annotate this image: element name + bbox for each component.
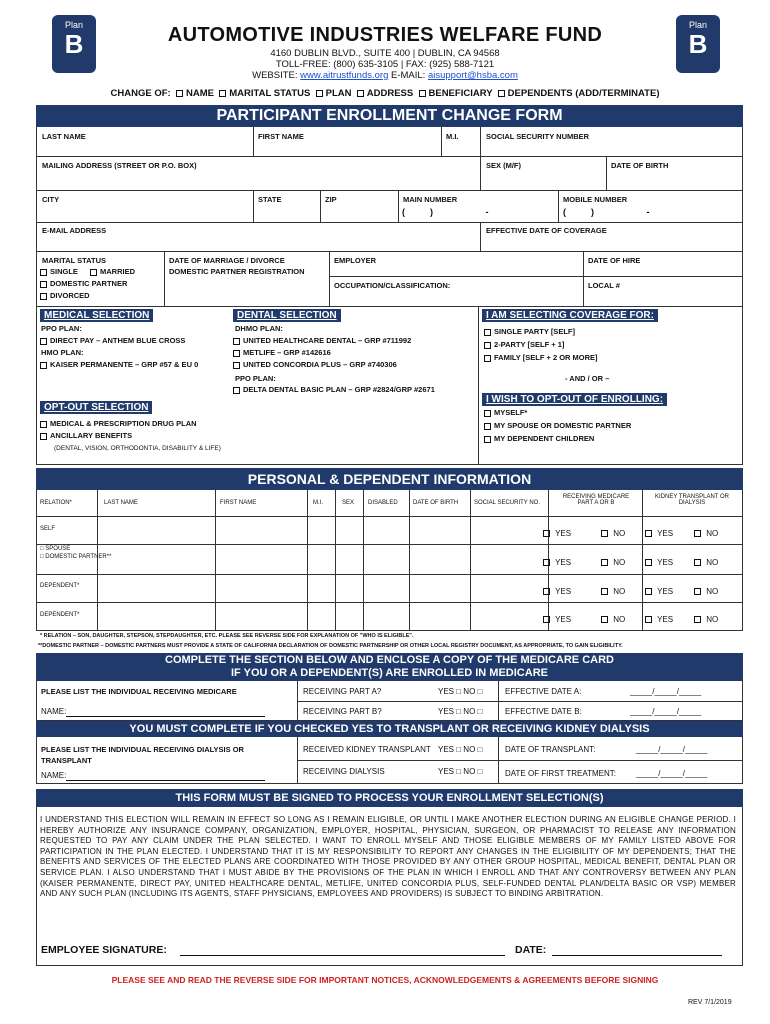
checkbox[interactable] [40, 293, 47, 300]
dental-ppo-label: PPO PLAN: [235, 374, 276, 383]
dependents-table [36, 490, 743, 631]
footer-notice: PLEASE SEE AND READ THE REVERSE SIDE FOR IMPORTANT NOTICES, ACKNOWLEDGEMENTS & AGREEMENTS BEFORE SIGNING [111, 975, 659, 985]
domestic-note: **DOMESTIC PARTNER – DOMESTIC PARTNERS MUST PROVIDE A STATE OF CALIFORNIA DECLARATION OF DOMESTIC PARTNERSHIP OR OTHER LOCAL REGISTRY DOCUMENT, AS APPROPRIATE, TO GAIN ELIGIBILITY. [38, 643, 623, 649]
col-first-name: FIRST NAME [220, 500, 257, 506]
col-disabled: DISABLED [368, 500, 398, 506]
relation-note: * RELATION – SON, DAUGHTER, STEPSON, STEPDAUGHTER, ETC. PLEASE SEE REVERSE SIDE FOR EXPLANATION OF "WHO IS ELIGIBLE". [40, 633, 414, 639]
dental-selection-title: DENTAL SELECTION [233, 309, 341, 322]
coverage-title: I AM SELECTING COVERAGE FOR: [482, 309, 658, 322]
checkbox[interactable] [233, 350, 240, 357]
email-link[interactable]: aisupport@hsba.com [427, 70, 518, 81]
col-sex: SEX [342, 500, 355, 506]
no-option[interactable]: NO [601, 587, 625, 596]
marital-domestic[interactable]: DOMESTIC PARTNER [40, 279, 127, 288]
checkbox[interactable] [176, 90, 183, 97]
checkbox[interactable] [40, 433, 47, 440]
main-number-mask[interactable]: ( ) - [402, 207, 489, 217]
option-address: ADDRESS [366, 88, 414, 99]
checkbox[interactable] [601, 559, 608, 566]
checkbox[interactable] [40, 269, 47, 276]
eff-a-label: EFFECTIVE DATE A: [505, 687, 582, 696]
medicare-title [36, 653, 743, 681]
col-kidney: KIDNEY TRANSPLANT OR DIALYSIS [654, 494, 730, 506]
checkbox[interactable] [645, 616, 652, 623]
checkbox[interactable] [357, 90, 364, 97]
local-label: LOCAL # [588, 281, 620, 290]
medicare-list-label: PLEASE LIST THE INDIVIDUAL RECEIVING MEDICARE [41, 687, 237, 696]
option-beneficiary: BENEFICIARY [428, 88, 493, 99]
checkbox[interactable] [694, 530, 701, 537]
yes-option[interactable]: YES [543, 558, 571, 567]
ppo-plan-label: PPO PLAN: [41, 324, 82, 333]
dental-option-metlife[interactable]: METLIFE – GRP #142616 [233, 348, 331, 357]
no-option[interactable]: NO [694, 558, 718, 567]
website-link[interactable]: www.aitrustfunds.org [300, 70, 389, 81]
col-dob: DATE OF BIRTH [413, 500, 459, 506]
optout-myself[interactable]: MYSELF* [484, 408, 527, 417]
mobile-number-label: MOBILE NUMBER [563, 195, 628, 204]
row-spouse: □ SPOUSE □ DOMESTIC PARTNER** [40, 546, 112, 560]
checkbox[interactable] [601, 588, 608, 595]
dental-option-uhc[interactable]: UNITED HEALTHCARE DENTAL – GRP #711992 [233, 336, 411, 345]
checkbox[interactable] [316, 90, 323, 97]
col-relation: RELATION* [40, 500, 72, 506]
plan-label: Plan [64, 20, 83, 30]
page-title: AUTOMOTIVE INDUSTRIES WELFARE FUND [167, 24, 603, 46]
checkbox[interactable] [694, 588, 701, 595]
hmo-plan-label: HMO PLAN: [41, 348, 84, 357]
transplant-date-label: DATE OF TRANSPLANT: [505, 745, 596, 754]
zip-label: ZIP [325, 195, 337, 204]
dependents-title: PERSONAL & DEPENDENT INFORMATION [36, 468, 743, 490]
option-dependents: DEPENDENTS (ADD/TERMINATE) [507, 88, 660, 99]
transplant-date[interactable]: _____/_____/_____ [636, 745, 708, 754]
optout-enroll-title: I WISH TO OPT-OUT OF ENROLLING: [482, 393, 667, 406]
agreement-text: I UNDERSTAND THIS ELECTION WILL REMAIN IN EFFECT SO LONG AS I REMAIN ELIGIBLE, OR UNTIL I MAKE ANOTHER ELECTION DURING AN ELIGIBLE CHANGE PERIOD. I HEREBY AUTHORIZE ANY INSURANCE COMPANY, ORGANIZATION, EMPLOYER, HOSPITAL, PHYSICIAN, SURGEON, OR PHARMACIST TO RELEASE ANY INFORMATION REQUESTED TO PAY ANY CLAIM UNDER THE PLAN SELECTED. I WANT TO ENROLL MYSELF AND THOSE ELIGIBLE MEMBERS OF MY FAMILY LISTED ABOVE FOR PARTICIPATION IN THE PLAN ELECTED. I UNDERSTAND THAT IT IS MY RESPONSIBILITY TO REPORT ANY CHANGES IN THE ELIGIBILITY OF MY DEPENDENTS; THAT THE BENEFITS AND SERVICES OF THE ELECTED PLANS ARE COORDINATED WITH THOSE PROVIDED BY ANY OTHER GROUP HOSPITAL, MEDICAL BENEFIT, DENTAL PLAN OR SERVICE PLAN. I ALSO UNDERSTAND THAT I MUST ABIDE BY THE PROVISIONS OF THE PLAN IN WHICH I ENROLL AND THAT ANY CONTROVERSY BETWEEN ANY PLAN (KAISER PERMANENTE, DIRECT PAY, UNITED HEALTHCARE DENTAL, METLIFE, UNITED CONCORDIA PLUS, SELF-FUNDED DENTAL PLAN/DELTA BASIC OR VSP) MEMBER AND ANY SUCH PLAN (INCLUDING ITS AGENTS, STAFF PHYSICIANS, EMPLOYEES AND PROVIDERS) IS SUBJECT TO BINDING ARBITRATION. [40, 815, 736, 899]
eff-b-date[interactable]: _____/_____/_____ [630, 707, 702, 716]
yes-option[interactable]: YES [645, 529, 673, 538]
yes-option[interactable]: YES [645, 558, 673, 567]
checkbox[interactable] [543, 616, 550, 623]
revision: REV 7/1/2019 [688, 999, 732, 1006]
part-b-yesno[interactable]: YES □ NO □ [438, 707, 483, 716]
plan-letter: B [64, 29, 84, 59]
website-label: WEBSITE: [252, 70, 298, 81]
checkbox[interactable] [645, 530, 652, 537]
mi-label: M.I. [446, 132, 459, 141]
optout-medical[interactable]: MEDICAL & PRESCRIPTION DRUG PLAN [40, 419, 197, 428]
signature-line[interactable] [180, 955, 505, 956]
marital-divorced[interactable]: DIVORCED [40, 291, 90, 300]
checkbox[interactable] [645, 559, 652, 566]
col-medicare: RECEIVING MEDICARE PART A OR B [562, 494, 630, 506]
checkbox[interactable] [233, 362, 240, 369]
hmo-option[interactable]: KAISER PERMANENTE – GRP #57 & EU 0 [40, 360, 198, 369]
yes-option[interactable]: YES [543, 529, 571, 538]
no-option[interactable]: NO [601, 558, 625, 567]
mailing-label: MAILING ADDRESS (STREET OR P.O. BOX) [42, 161, 197, 170]
checkbox[interactable] [543, 588, 550, 595]
eff-b-label: EFFECTIVE DATE B: [505, 707, 582, 716]
dental-option-delta[interactable]: DELTA DENTAL BASIC PLAN – GRP #2824/GRP #2671 [233, 385, 435, 394]
col-ssn: SOCIAL SECURITY NO. [474, 500, 541, 506]
sign-title: THIS FORM MUST BE SIGNED TO PROCESS YOUR ENROLLMENT SELECTION(S) [36, 789, 743, 807]
marital-label: MARITAL STATUS [42, 256, 107, 265]
and-or-text: - AND / OR – [565, 374, 610, 383]
yes-option[interactable]: YES [645, 615, 673, 624]
transplant-label: RECEIVED KIDNEY TRANSPLANT [303, 745, 431, 754]
yes-option[interactable]: YES [543, 615, 571, 624]
part-b-label: RECEIVING PART B? [303, 707, 382, 716]
col-mi: M.I. [313, 500, 323, 506]
change-of-row [0, 88, 770, 99]
checkbox[interactable] [601, 616, 608, 623]
dp-registration-label: DOMESTIC PARTNER REGISTRATION [169, 267, 305, 276]
medical-selection-title: MEDICAL SELECTION [40, 309, 153, 322]
row-dependent: DEPENDENT* [40, 583, 80, 589]
dialysis-label: RECEIVING DIALYSIS [303, 767, 385, 776]
first-name-label: FIRST NAME [258, 132, 304, 141]
checkbox[interactable] [219, 90, 226, 97]
dob-label: DATE OF BIRTH [611, 161, 669, 170]
no-option[interactable]: NO [694, 587, 718, 596]
form-title: PARTICIPANT ENROLLMENT CHANGE FORM [36, 105, 743, 127]
kidney-list-label: PLEASE LIST THE INDIVIDUAL RECEIVING DIALYSIS OR TRANSPLANT [41, 745, 244, 765]
no-option[interactable]: NO [601, 529, 625, 538]
medicare-title-line1: COMPLETE THE SECTION BELOW AND ENCLOSE A COPY OF THE MEDICARE CARD [165, 654, 614, 666]
state-label: STATE [258, 195, 282, 204]
medicare-name-line[interactable] [66, 716, 265, 717]
checkbox[interactable] [40, 421, 47, 428]
optout-children[interactable]: MY DEPENDENT CHILDREN [484, 434, 594, 443]
treatment-date[interactable]: _____/_____/_____ [636, 769, 708, 778]
marital-single[interactable]: SINGLE [40, 267, 78, 276]
checkbox[interactable] [484, 436, 491, 443]
dental-option-concordia[interactable]: UNITED CONCORDIA PLUS – GRP #740306 [233, 360, 397, 369]
checkbox[interactable] [40, 362, 47, 369]
signature-label: EMPLOYEE SIGNATURE: [41, 944, 167, 956]
transplant-yesno[interactable]: YES □ NO □ [438, 745, 483, 754]
checkbox[interactable] [694, 559, 701, 566]
no-option[interactable]: NO [601, 615, 625, 624]
ppo-option[interactable]: DIRECT PAY – ANTHEM BLUE CROSS [40, 336, 185, 345]
row-dependent: DEPENDENT* [40, 612, 80, 618]
plan-label: Plan [688, 20, 707, 30]
optout-ancillary[interactable]: ANCILLARY BENEFITS [40, 431, 132, 440]
main-number-label: MAIN NUMBER [403, 195, 458, 204]
participant-grid [36, 127, 743, 307]
dhmo-plan-label: DHMO PLAN: [235, 324, 283, 333]
kidney-name-line[interactable] [66, 780, 265, 781]
option-marital: MARITAL STATUS [229, 88, 311, 99]
checkbox[interactable] [484, 342, 491, 349]
optout-spouse[interactable]: MY SPOUSE OR DOMESTIC PARTNER [484, 421, 631, 430]
yes-option[interactable]: YES [645, 587, 673, 596]
date-line[interactable] [552, 955, 722, 956]
occupation-label: OCCUPATION/CLASSIFICATION: [334, 281, 451, 290]
checkbox[interactable] [601, 530, 608, 537]
optout-note: (DENTAL, VISION, ORTHODONTIA, DISABILITY & LIFE) [54, 445, 221, 452]
plan-letter: B [688, 29, 708, 59]
change-of-label: CHANGE OF: [110, 88, 171, 99]
checkbox[interactable] [645, 588, 652, 595]
checkbox[interactable] [233, 387, 240, 394]
effective-date-label: EFFECTIVE DATE OF COVERAGE [486, 226, 607, 235]
no-option[interactable]: NO [694, 615, 718, 624]
checkbox[interactable] [484, 410, 491, 417]
checkbox[interactable] [484, 355, 491, 362]
checkbox[interactable] [40, 338, 47, 345]
option-name: NAME [185, 88, 214, 99]
date-label: DATE: [515, 944, 547, 956]
part-a-yesno[interactable]: YES □ NO □ [438, 687, 483, 696]
kidney-title: YOU MUST COMPLETE IF YOU CHECKED YES TO TRANSPLANT OR RECEIVING KIDNEY DIALYSIS [36, 721, 743, 737]
sex-label: SEX (M/F) [486, 161, 521, 170]
checkbox[interactable] [90, 269, 97, 276]
checkbox[interactable] [543, 530, 550, 537]
row-self: SELF [40, 526, 56, 532]
coverage-family[interactable]: FAMILY [SELF + 2 OR MORE] [484, 353, 598, 362]
mobile-number-mask[interactable]: ( ) - [563, 207, 650, 217]
checkbox[interactable] [484, 423, 491, 430]
col-last-name: LAST NAME [104, 500, 138, 506]
ssn-label: SOCIAL SECURITY NUMBER [486, 132, 590, 141]
last-name-label: LAST NAME [42, 132, 86, 141]
contact-line [0, 70, 770, 81]
checkbox[interactable] [419, 90, 426, 97]
hire-label: DATE OF HIRE [588, 256, 641, 265]
phone: TOLL-FREE: (800) 635-3105 | FAX: (925) 588-7121 [275, 59, 495, 70]
checkbox[interactable] [484, 329, 491, 336]
eff-a-date[interactable]: _____/_____/_____ [630, 687, 702, 696]
kidney-name-label: NAME: [41, 771, 67, 780]
medicare-title-line2: IF YOU OR A DEPENDENT(S) ARE ENROLLED IN MEDICARE [231, 667, 548, 679]
email-label: E-MAIL ADDRESS [42, 226, 107, 235]
checkbox[interactable] [233, 338, 240, 345]
coverage-single[interactable]: SINGLE PARTY [SELF] [484, 327, 575, 336]
medicare-name-label: NAME: [41, 707, 67, 716]
checkbox[interactable] [543, 559, 550, 566]
email-label: E-MAIL: [391, 70, 426, 81]
checkbox[interactable] [498, 90, 505, 97]
marriage-date-label: DATE OF MARRIAGE / DIVORCE [169, 256, 285, 265]
optout-title: OPT-OUT SELECTION [40, 401, 152, 414]
no-option[interactable]: NO [694, 529, 718, 538]
checkbox[interactable] [40, 281, 47, 288]
yes-option[interactable]: YES [543, 587, 571, 596]
dialysis-yesno[interactable]: YES □ NO □ [438, 767, 483, 776]
city-label: CITY [42, 195, 60, 204]
address: 4160 DUBLIN BLVD., SUITE 400 | DUBLIN, CA 94568 [270, 48, 500, 59]
treatment-date-label: DATE OF FIRST TREATMENT: [505, 769, 616, 778]
part-a-label: RECEIVING PART A? [303, 687, 382, 696]
marital-married[interactable]: MARRIED [90, 267, 135, 276]
coverage-2party[interactable]: 2-PARTY [SELF + 1] [484, 340, 564, 349]
employer-label: EMPLOYER [334, 256, 377, 265]
option-plan: PLAN [325, 88, 352, 99]
checkbox[interactable] [694, 616, 701, 623]
